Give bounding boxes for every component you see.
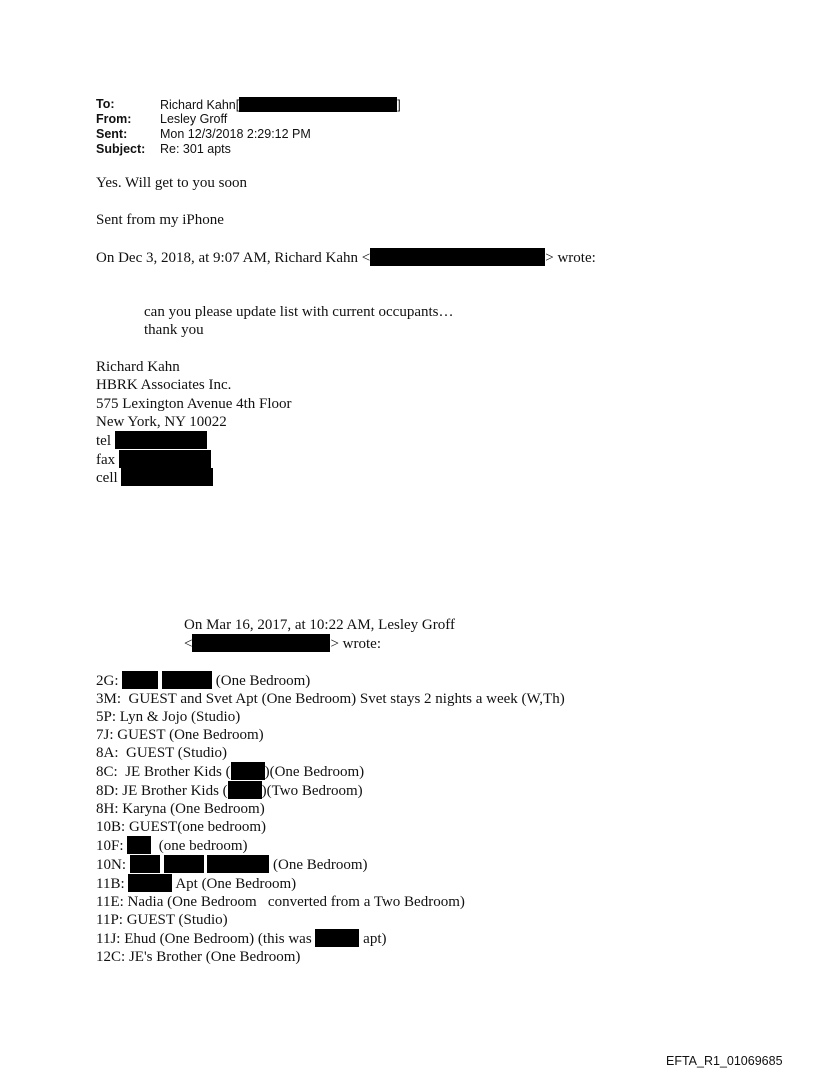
occupant-text-end: )(One Bedroom) bbox=[264, 764, 365, 780]
occupant-text: (one bedroom) bbox=[158, 838, 248, 854]
redaction-bar bbox=[115, 431, 207, 449]
unit-label: 7J: bbox=[96, 727, 114, 743]
list-item bbox=[96, 781, 565, 800]
list-item bbox=[96, 893, 565, 911]
tel-label: tel bbox=[96, 433, 111, 449]
to-name: Richard Kahn[ bbox=[160, 98, 240, 112]
unit-label: 8A: bbox=[96, 745, 119, 761]
list-item bbox=[96, 929, 565, 948]
unit-label: 3M: bbox=[96, 691, 122, 707]
list-item bbox=[96, 708, 565, 726]
list-item bbox=[96, 800, 565, 818]
occupant-text: GUEST(one bedroom) bbox=[128, 819, 266, 835]
occupant-text: GUEST (Studio) bbox=[126, 912, 228, 928]
signature-fax bbox=[96, 450, 211, 469]
list-item bbox=[96, 874, 565, 893]
list-item bbox=[96, 690, 565, 708]
list-item bbox=[96, 671, 565, 690]
signature-tel bbox=[96, 431, 207, 450]
cell-label: cell bbox=[96, 470, 118, 486]
redaction-bar bbox=[207, 855, 269, 873]
occupant-text: GUEST and Svet Apt (One Bedroom) Svet stays 2 nights a week (W,Th) bbox=[128, 691, 565, 707]
sent-value: Mon 12/3/2018 2:29:12 PM bbox=[160, 127, 311, 141]
redaction-bar bbox=[162, 671, 212, 689]
unit-label: 10N: bbox=[96, 857, 126, 873]
unit-label: 5P: bbox=[96, 709, 117, 725]
redaction-bar bbox=[370, 248, 545, 266]
redaction-bar bbox=[239, 97, 397, 112]
unit-label: 11J: bbox=[96, 931, 121, 947]
signature-cell bbox=[96, 468, 213, 487]
sent-label: Sent: bbox=[96, 127, 128, 141]
occupant-text-end: apt) bbox=[363, 931, 387, 947]
occupant-text: (One Bedroom) bbox=[215, 673, 311, 689]
occupant-text: Lyn & Jojo (Studio) bbox=[119, 709, 241, 725]
redaction-bar bbox=[130, 855, 160, 873]
redaction-bar bbox=[121, 468, 213, 486]
unit-label: 10F: bbox=[96, 838, 124, 854]
list-item bbox=[96, 948, 565, 966]
redaction-bar bbox=[119, 450, 211, 468]
unit-label: 11B: bbox=[96, 876, 125, 892]
occupant-text: Nadia (One Bedroom converted from a Two Bedroom) bbox=[127, 894, 465, 910]
list-item bbox=[96, 762, 565, 781]
document-id: EFTA_R1_01069685 bbox=[666, 1054, 783, 1068]
apartment-list bbox=[96, 671, 565, 966]
reply-line-1: Yes. Will get to you soon bbox=[96, 175, 247, 191]
subject-label: Subject: bbox=[96, 142, 146, 156]
to-value: Richard Kahn[ ] bbox=[160, 98, 401, 112]
signature-name: Richard Kahn bbox=[96, 359, 180, 375]
occupant-text: (One Bedroom) bbox=[273, 857, 368, 873]
redaction-bar bbox=[228, 781, 262, 799]
occupant-text: JE's Brother (One Bedroom) bbox=[128, 949, 301, 965]
unit-label: 2G: bbox=[96, 673, 119, 689]
quote1-intro-pre: On Dec 3, 2018, at 9:07 AM, Richard Kahn < bbox=[96, 250, 371, 266]
occupant-text: GUEST (Studio) bbox=[126, 745, 227, 761]
signature-address-1: 575 Lexington Avenue 4th Floor bbox=[96, 396, 292, 412]
unit-label: 8H: bbox=[96, 801, 119, 817]
list-item bbox=[96, 836, 565, 855]
redaction-bar bbox=[192, 634, 330, 652]
fax-label: fax bbox=[96, 452, 116, 468]
quote2-intro-2 bbox=[184, 634, 381, 653]
quote2-intro-post: > wrote: bbox=[330, 636, 381, 652]
to-label: To: bbox=[96, 97, 115, 111]
list-item bbox=[96, 744, 565, 762]
redaction-bar bbox=[231, 762, 265, 780]
occupant-text: Apt (One Bedroom) bbox=[175, 876, 297, 892]
occupant-text: Karyna (One Bedroom) bbox=[122, 801, 265, 817]
occupant-text: JE Brother Kids ( bbox=[125, 764, 231, 780]
reply-line-2: Sent from my iPhone bbox=[96, 212, 224, 228]
redaction-bar bbox=[128, 874, 172, 892]
signature-address-2: New York, NY 10022 bbox=[96, 414, 227, 430]
unit-label: 8D: bbox=[96, 783, 119, 799]
quote1-message-2: thank you bbox=[144, 322, 204, 338]
subject-value: Re: 301 apts bbox=[160, 142, 231, 156]
occupant-text: Ehud (One Bedroom) (this was bbox=[124, 931, 312, 947]
list-item bbox=[96, 726, 565, 744]
redaction-bar bbox=[122, 671, 158, 689]
unit-label: 10B: bbox=[96, 819, 126, 835]
list-item bbox=[96, 818, 565, 836]
from-value: Lesley Groff bbox=[160, 112, 228, 126]
from-label: From: bbox=[96, 112, 132, 126]
occupant-text: GUEST (One Bedroom) bbox=[117, 727, 264, 743]
occupant-text: JE Brother Kids ( bbox=[122, 783, 228, 799]
unit-label: 11E: bbox=[96, 894, 124, 910]
redaction-bar bbox=[315, 929, 359, 947]
list-item bbox=[96, 911, 565, 929]
quote2-intro-pre: < bbox=[184, 636, 193, 652]
redaction-bar bbox=[127, 836, 151, 854]
unit-label: 8C: bbox=[96, 764, 118, 780]
redaction-bar bbox=[164, 855, 204, 873]
quote1-intro bbox=[96, 248, 596, 267]
signature-company: HBRK Associates Inc. bbox=[96, 377, 232, 393]
unit-label: 12C: bbox=[96, 949, 126, 965]
unit-label: 11P: bbox=[96, 912, 123, 928]
quote2-intro-1: On Mar 16, 2017, at 10:22 AM, Lesley Groff bbox=[184, 617, 455, 633]
quote1-intro-post: > wrote: bbox=[545, 250, 596, 266]
quote1-message-1: can you please update list with current occupants… bbox=[144, 304, 454, 320]
occupant-text-end: )(Two Bedroom) bbox=[261, 783, 363, 799]
list-item bbox=[96, 855, 565, 874]
